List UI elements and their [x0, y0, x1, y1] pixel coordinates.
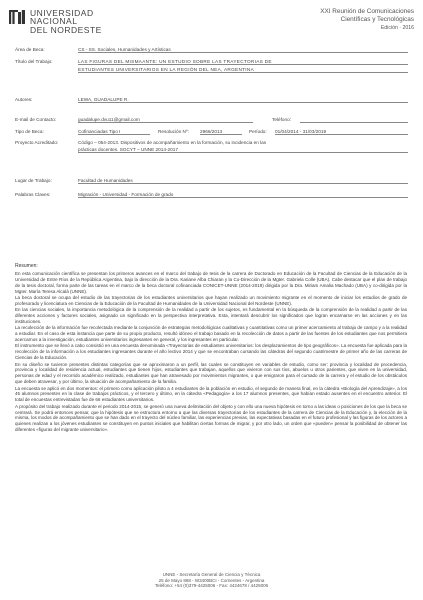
workplace-label: Lugar de Trabajo:: [15, 178, 52, 183]
title-label: Título del Trabajo:: [15, 59, 53, 64]
period-value: 01/04/2014 - 31/03/2019: [275, 129, 408, 135]
area-label: Área de Beca:: [15, 47, 45, 52]
abstract-paragraph: La encuesta se aplicó en dos momentos: el primero como aplicación piloto a 4 estudiantes de la población en estudio, el segundo de manera final, en la cátedra «Biología del Aprendizaje», a los 45 alumnos presentes en la clase de trabajos prácticos, y el tercero y último, en la cátedra «Pedagogía» a los 17 alumnos presentes, que habían estado ausentes en el encuentro anterior. El total de encuestas entrevistadas fue de 66 estudiantes universitarios.: [15, 385, 407, 403]
authors-label: Autores:: [15, 97, 33, 102]
abstract-label: Resumen:: [15, 263, 38, 269]
resolution-value: 2966/2013: [200, 129, 242, 135]
abstract-paragraph: A propósito del trabajo realizado durante el periodo 2014-2015, se generó una nueva delimitación del objeto y con ello una nueva hipótesis en torno a las ideas o posiciones de los que la beca se centrará. Se podrá entonces pensar, que la hipótesis que se estructura entorno a que las diversas trayectorias de los estudiantes de la carrera de Ciencias de la Educación y, la elección de la misma, los modos de acompañamiento que se han dado en el trayecto del núcleo familiar, las experiencias previas, las expectativas basadas en el futuro profesional y las figuras de los actores a quienes realizan a los jóvenes estudiantes se constituyen en puntos iniciales que habilitan ciertas formas de migrar, y por otro lado, un orden que «pueden» pensar la posibilidad de obtener las diferentes «figuras del migrante universitario».: [15, 403, 407, 433]
title-value-line2: ESTUDIANTES UNIVERSITARIOS EN LA REGIÓN DEL NEA, ARGENTINA: [78, 67, 408, 73]
abstract-paragraph: El instrumento que se llevó a cabo consistió en una encuesta denominada «Trayectorias de estudiantes universitarios: los desplazamientos de tipo geográficos». La encuesta fue aplicada para la recolección de la información a los estudiantes ingresantes durante el año lectivo 2014 y que se encontraban cursando las cátedras del segundo cuatrimestre de primer año de las carreras de Ciencias de la Educación.: [15, 343, 407, 361]
edition-label: Edición · 2016: [380, 25, 414, 31]
keywords-label: Palabras Claves:: [15, 192, 51, 197]
email-value: guadalupe.dvu11@gmail.com: [78, 117, 253, 123]
beca-value: Cofinanciadas Tipo I: [78, 129, 150, 135]
page-footer: UNNE - Secretaría General de Ciencia y Técnica 25 de Mayo 868 - W3400BCI - Corrientes - Argentina Teléfono: +54 (0)379-4425006 - Fax: 4424678 / 4425006: [154, 572, 269, 589]
keywords-value: Migración - Universidad - Formación de grado: [78, 192, 408, 198]
abstract-paragraph: En las ciencias sociales, la importancia metodológica de la comprensión de la realidad a partir de los sujetos, es fundamental en la búsqueda de la comprensión de la realidad a partir de las diferentes acciones y factores sociales, asignado un significado en la perspectiva interpretativa. Esta, intentará descubrir los significados que logran encarnarse en las acciones y en las instituciones.: [15, 307, 407, 325]
workplace-value: Facultad de Humanidades: [78, 178, 408, 184]
email-label: E-mail de Contacto:: [15, 117, 57, 122]
abstract-paragraph: En su diseño se tuvieron presentes distintas categorías que se aproximaron a un perfil, las cuales se constituyen en variables de estudio, como ser: provincia y localidad de procedencia, provincia y localidad de residencia actual, estudiantes que tienen hijos, estudiantes que trabajan, aquellos que vivieron con sus tíos, abuelos u otros parientes, que viven en la universidad, personas de edad y el recorrido académico realizado, estudiantes que han atravesado por movimientos migrantes, o que emigraron para el cursado de la carrera y el estudio de los obstáculos que deben atravesar, y por último, la situación de acompañamiento de la familia.: [15, 361, 407, 385]
area-value: CS - SS. Sociales, Humanidades y Artísticas: [78, 47, 408, 53]
project-label: Proyecto Acreditado:: [15, 140, 59, 145]
abstract-paragraph: La recolección de la información fue recolectada mediante la conjunción de estrategias metodológicas cualitativas y cuantitativas como un primer acercamiento al trabajo de campo y a la realidad a estudiar. En el caso de esta instancia que parte de su propio producto, resultó idóneo el trabajo basado en la recolección de datos a partir de las fuentes de los estudiantes que nos permitiera acercarnos a la investigación, estudiantes universitarios ingresantes en general, y los ingresantes en particular.: [15, 325, 407, 343]
beca-label: Tipo de Beca:: [15, 129, 44, 134]
project-value-line2: prácticas docentes. SGCYT – UNNE 2014-2017: [78, 147, 408, 153]
period-label: Período:: [249, 129, 267, 134]
abstract-paragraph: En esta comunicación científica se presentan los primeros avances en el marco del trabajo de tesis de la carrera de Doctorado en Educación de la Facultad de Ciencias de la Educación de la Universidad de Entre Ríos de la República Argentina, bajo la dirección de la Dra. Kariane Alba Chiaran y la Co-Dirección de la Mgter. Gabriela Colle (UBA). Cabe destacar que el plan de trabajo de la tesis doctoral, forma parte de las tareas en el marco de la beca doctoral cofinanciada CONICET-UNNE (2014-2019) dirigida por la Dra. Miriam Amalia Machado (UBA) y co-dirigida por la Mgter. María Teresa Alcalá (UNNE).: [15, 271, 407, 294]
resolution-label: Resolución Nº:: [158, 129, 189, 134]
abstract-paragraph: La beca doctoral se ocupa del estudio de las trayectorias de los estudiantes universitarios que hayan realizado un movimiento migrante en el momento de iniciar los estudios de grado de profesorado y licenciatura en Ciencias de la Educación de la Facultad de Humanidades de la Universidad Nacional del Nordeste (UNNE).: [15, 295, 407, 306]
conference-title: XXI Reunión de Comunicaciones Científicas y Tecnológicas Edición · 2016: [320, 8, 414, 31]
title-value-line1: LAS FIGURAS DEL MISMAANTE: UN ESTUDIO SOBRE LAS TRAYECTORIAS DE: [78, 59, 408, 65]
university-name: UNIVERSIDAD NACIONAL DEL NORDESTE: [30, 8, 102, 35]
phone-label: Teléfono:: [272, 117, 292, 122]
university-logo: [9, 10, 25, 24]
abstract-body: [15, 271, 407, 434]
phone-value: [300, 117, 408, 123]
authors-value: LEWA, GUADALUPE R.: [78, 97, 408, 103]
project-value-line1: Código – 054-2013. Dispositivos de acompañamiento en la formación, su incidencia en las: [78, 140, 267, 145]
